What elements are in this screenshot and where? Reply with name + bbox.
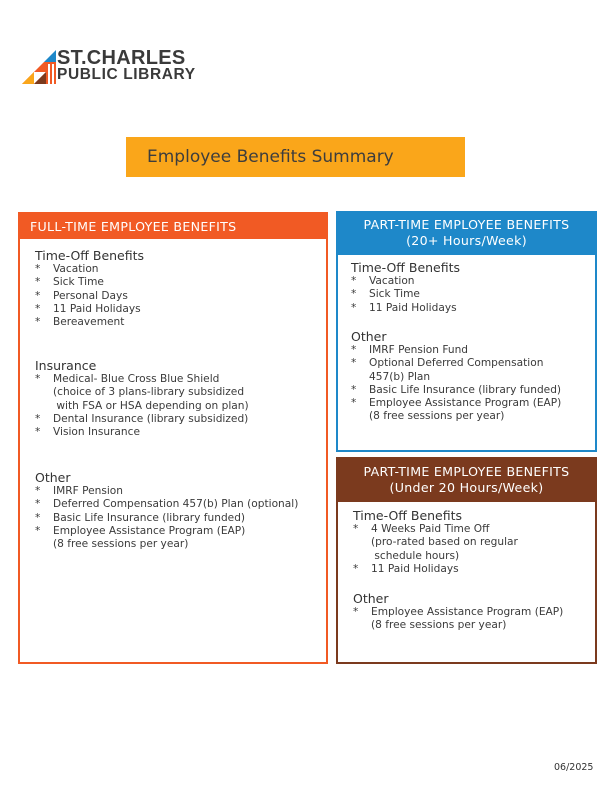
item-line	[351, 397, 561, 410]
bullet-star: *	[351, 397, 357, 410]
item-text: Employee Assistance Program (EAP)	[53, 524, 246, 537]
item-line	[35, 512, 298, 525]
bullet-star: *	[351, 288, 357, 301]
bullet-star: *	[35, 524, 41, 537]
item-line	[35, 303, 144, 316]
bullet-star: *	[351, 357, 357, 370]
item-text: Basic Life Insurance (library funded)	[53, 511, 246, 524]
item-line	[353, 563, 518, 576]
item-text: Basic Life Insurance (library funded)	[369, 383, 562, 396]
item-text: 11 Paid Holidays	[53, 302, 141, 315]
header-line: PART-TIME EMPLOYEE BENEFITS	[363, 217, 570, 232]
list-item	[351, 302, 460, 315]
bullet-star: *	[35, 289, 41, 302]
item-text: IMRF Pension Fund	[369, 344, 469, 356]
full-time-header	[20, 214, 326, 239]
item-text: Bereavement	[53, 316, 125, 329]
bullet-star: *	[35, 426, 41, 439]
item-continuation	[353, 550, 518, 563]
header-line: (20+ Hours/Week)	[406, 233, 527, 248]
item-line	[35, 485, 298, 498]
list-item	[35, 373, 249, 413]
item-line	[351, 302, 460, 315]
bullet-star: *	[35, 498, 41, 511]
item-line	[353, 606, 563, 619]
benefit-section	[351, 261, 460, 315]
item-continuation	[35, 538, 298, 551]
title-banner	[126, 137, 465, 177]
part-time-20-plus-header	[338, 213, 595, 255]
section-heading: Other	[353, 591, 389, 606]
list-item	[353, 563, 518, 576]
bullet-star: *	[35, 373, 41, 385]
bullet-star: *	[351, 383, 357, 396]
bullet-star: *	[353, 523, 359, 535]
logo-line-1: ST.CHARLES	[57, 47, 186, 69]
item-text: Vision Insurance	[53, 426, 140, 439]
item-line	[351, 275, 460, 288]
section-heading: Other	[351, 329, 387, 344]
list-item	[35, 485, 298, 498]
benefit-section	[353, 592, 563, 633]
list-item	[353, 606, 563, 633]
item-text: 457(b) Plan	[369, 370, 431, 383]
bullet-star: *	[35, 316, 41, 329]
bullet-star: *	[351, 344, 357, 356]
item-text: IMRF Pension	[53, 485, 123, 497]
item-text: (choice of 3 plans-library subsidized	[53, 386, 245, 399]
item-text: Sick Time	[53, 276, 104, 289]
item-line	[35, 290, 144, 303]
page-title: Employee Benefits Summary	[147, 147, 394, 167]
list-item	[351, 344, 561, 357]
item-line	[35, 525, 298, 538]
list-item	[351, 397, 561, 424]
list-item	[35, 303, 144, 316]
header-line: (Under 20 Hours/Week)	[389, 480, 544, 495]
item-continuation	[351, 410, 561, 423]
item-text: 4 Weeks Paid Time Off	[371, 523, 490, 535]
section-heading: Time-Off Benefits	[351, 260, 461, 275]
list-item	[35, 525, 298, 552]
header-line: FULL-TIME EMPLOYEE BENEFITS	[30, 219, 237, 234]
list-item	[35, 263, 144, 276]
logo-mark-icon	[22, 50, 56, 84]
section-heading: Other	[35, 470, 71, 485]
bullet-star: *	[35, 412, 41, 425]
item-text: (8 free sessions per year)	[371, 619, 507, 632]
list-item	[351, 384, 561, 397]
item-text: 11 Paid Holidays	[371, 562, 459, 575]
benefit-section	[351, 330, 561, 424]
bullet-star: *	[353, 606, 359, 618]
item-continuation	[353, 619, 563, 632]
item-text: Personal Days	[53, 289, 128, 302]
section-heading: Time-Off Benefits	[35, 248, 145, 263]
item-line	[35, 263, 144, 276]
bullet-star: *	[35, 302, 41, 315]
item-line	[35, 276, 144, 289]
bullet-star: *	[35, 485, 41, 497]
item-line	[35, 316, 144, 329]
list-item	[35, 290, 144, 303]
list-item	[35, 413, 249, 426]
bullet-star: *	[35, 263, 41, 275]
item-text: schedule hours)	[371, 549, 460, 562]
bullet-star: *	[35, 276, 41, 289]
library-logo	[22, 47, 196, 84]
item-text: (8 free sessions per year)	[369, 410, 505, 423]
item-continuation	[351, 371, 561, 384]
list-item	[35, 512, 298, 525]
list-item	[351, 275, 460, 288]
benefit-section	[35, 359, 249, 439]
benefit-section	[35, 471, 298, 551]
item-text: Deferred Compensation 457(b) Plan (optional)	[53, 498, 299, 511]
header-line: PART-TIME EMPLOYEE BENEFITS	[363, 464, 570, 479]
item-text: Medical- Blue Cross Blue Shield	[53, 373, 220, 385]
revision-date: 06/2025	[554, 762, 594, 773]
item-line	[353, 523, 518, 536]
item-line	[351, 344, 561, 357]
item-continuation	[35, 386, 249, 399]
list-item	[35, 276, 144, 289]
item-line	[35, 498, 298, 511]
part-time-under-20-header	[338, 459, 595, 502]
item-line	[35, 373, 249, 386]
item-line	[351, 288, 460, 301]
benefit-section	[35, 249, 144, 329]
item-text: (pro-rated based on regular	[371, 536, 518, 549]
item-text: Sick Time	[369, 288, 420, 301]
section-heading: Time-Off Benefits	[353, 508, 463, 523]
item-text: with FSA or HSA depending on plan)	[53, 399, 249, 412]
item-text: Optional Deferred Compensation	[369, 357, 544, 370]
list-item	[35, 498, 298, 511]
item-text: (8 free sessions per year)	[53, 538, 189, 551]
bullet-star: *	[351, 301, 357, 314]
item-text: 11 Paid Holidays	[369, 301, 457, 314]
list-item	[35, 426, 249, 439]
logo-line-2: PUBLIC LIBRARY	[57, 66, 196, 83]
item-continuation	[353, 536, 518, 549]
section-heading: Insurance	[35, 358, 97, 373]
item-text: Dental Insurance (library subsidized)	[53, 412, 249, 425]
bullet-star: *	[353, 562, 359, 575]
item-line	[35, 413, 249, 426]
list-item	[351, 357, 561, 384]
list-item	[353, 523, 518, 563]
bullet-star: *	[35, 511, 41, 524]
list-item	[351, 288, 460, 301]
item-text: Vacation	[369, 275, 415, 287]
item-text: Vacation	[53, 263, 99, 275]
item-continuation	[35, 400, 249, 413]
item-line	[351, 384, 561, 397]
item-text: Employee Assistance Program (EAP)	[369, 397, 562, 410]
item-line	[35, 426, 249, 439]
bullet-star: *	[351, 275, 357, 287]
list-item	[35, 316, 144, 329]
benefit-section	[353, 509, 518, 576]
item-text: Employee Assistance Program (EAP)	[371, 606, 564, 618]
item-line	[351, 357, 561, 370]
